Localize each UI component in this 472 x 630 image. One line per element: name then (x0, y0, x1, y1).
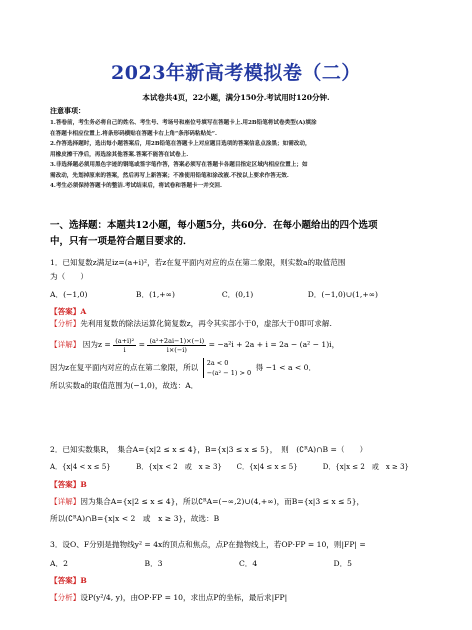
q1-option-c: C．(0,1) (221, 290, 254, 299)
condition-result: 得 −1 < a < 0． (255, 363, 317, 372)
q1-analysis (50, 317, 428, 331)
detail-result: = −a²i + 2a + i = 2a − (a² − 1)i， (208, 340, 340, 349)
detail-tag: 【详解】 (50, 497, 81, 506)
q1-option-b: B．(1,+∞) (135, 290, 175, 299)
inequality-1: 2a < 0 (206, 359, 229, 367)
q2-options (50, 460, 428, 474)
q1-answer: 【答案】A (50, 307, 87, 316)
q1-option-d: D．(−1,0)∪(1,+∞) (307, 290, 378, 299)
note-line: 3.非选择题必须用黑色字迹的钢笔或签字笔作答，答案必须写在答题卡各题目指定区域内相应位置上；如 (50, 162, 308, 168)
fraction-2 (147, 337, 206, 354)
q2-option-d: D．{x|x ≤ 2 或 x ≥ 3} (322, 463, 409, 471)
q1-final: 所以实数a的取值范围为(−1,0)，故选：A． (50, 381, 199, 390)
exam-info: 本试卷共4页，22小题，满分150分.考试用时120分钟. (142, 93, 330, 102)
q3-analysis (50, 592, 428, 603)
note-line: 在答题卡相应位置上.将条形码横贴在答题卡右上角“条形码粘贴处”. (50, 130, 217, 137)
analysis-tag: 【分析】 (50, 319, 81, 328)
q2-detail-2: 所以(∁ᴿA)∩B={x|x < 2 或 x ≥ 3}，故选：B (50, 514, 220, 523)
note-line: 用橡皮擦干净后，再选涂其他答案.答案不能答在试卷上. (50, 151, 189, 158)
detail-tag: 【详解】 (50, 340, 81, 349)
q2-stem: 2．已知实数集R， 集合A={x|2 ≤ x ≤ 4}，B={x|3 ≤ x ≤ 5}， 则 (∁ᴿA)∩B =（ ） (50, 445, 368, 454)
q1-condition (50, 357, 428, 379)
q1-stem: 1．已知复数z满足iz=(a+i)²，若z在复平面内对应的点在第二象限，则实数a的取值范围 (50, 258, 346, 267)
fraction-1 (113, 337, 136, 354)
fraction-2-num: (a²+2ai−1)×(−i) (149, 336, 205, 345)
note-line: 4.考生必须保持答题卡的整洁.考试结束后，将试卷和答题卡一并交回. (50, 183, 222, 189)
q1-option-a: A．(−1,0) (50, 290, 88, 299)
question-3 (50, 538, 428, 603)
analysis-text: 设P(y²/4, y)，由OP·FP = 10，求出点P的坐标，最后求|FP| (80, 593, 288, 602)
q3-option-c: C．4 (239, 559, 258, 568)
inequality-2: −(a² − 1) > 0 (206, 369, 252, 377)
q3-stem: 3．设O、F分别是抛物线y² = 4x的顶点和焦点，点P在抛物线上，若OP·FP = 10，则|FP| = (50, 540, 366, 549)
q2-option-b: B．{x|x < 2 或 x ≥ 3} (136, 463, 222, 471)
q1-detail: 【详解】 因为z = $\frac{\text{(a+i)²}}{i}$ = $\frac{\text{(a²+2ai−1)×(−i)}}{i\times(-i)}$ = −a²i + 2a + i = 2a − (a² − 1)i， (50, 336, 340, 354)
q3-options (50, 557, 428, 571)
note-line: 2.作答选择题时，选出每小题答案后，用2B铅笔在答题卡上对应题目选项的答案信息点涂黑；如需改动， (50, 141, 311, 147)
q1-stem-2: 为（ ） (50, 272, 88, 281)
notes-list (50, 118, 428, 192)
q2-detail (50, 495, 428, 509)
note-line: 1.答卷前，考生务必将自己的姓名、考生号、考场号和座位号填写在答题卡上.用2B铅笔将试卷类型(A)填涂 (50, 120, 317, 126)
fraction-1-num: (a+i)² (115, 336, 135, 345)
q2-option-c: C．{x|4 ≤ x ≤ 5} (236, 463, 298, 471)
note-line: 需改动，先划掉原来的答案，然后再写上新答案；不准使用铅笔和涂改液.不按以上要求作答无效. (50, 172, 289, 179)
q3-answer: 【答案】B (50, 576, 87, 585)
fraction-1-den: i (123, 345, 126, 354)
section-heading (50, 218, 428, 250)
detail-prefix: 因为z = (82, 340, 111, 349)
question-1 (50, 256, 428, 393)
q2-answer: 【答案】B (50, 480, 87, 489)
analysis-text: 先利用复数的除法运算化简复数z，再令其实部小于0，虚部大于0即可求解. (80, 319, 332, 328)
condition-prefix: 因为z在复平面内对应的点在第二象限，所以 (50, 363, 199, 372)
detail-text: 因为集合A={x|2 ≤ x ≤ 4}，所以∁ᴿA=(−∞,2)∪(4,+∞)，而B={x|3 ≤ x ≤ 5}， (80, 497, 365, 506)
q3-option-b: B．3 (144, 559, 163, 568)
q3-option-d: D．5 (333, 559, 353, 568)
q3-option-a: A．2 (50, 559, 68, 568)
analysis-tag: 【分析】 (50, 593, 81, 602)
section-title-line1: 一、选择题：本题共12小题，每小题5分，共60分．在每小题给出的四个选项 (50, 220, 378, 231)
question-2 (50, 443, 428, 526)
fraction-2-den: i×(−i) (166, 345, 187, 354)
page-title: 2023年新高考模拟卷（二） (111, 62, 361, 84)
section-title-line2: 中，只有一项是符合题目要求的． (50, 236, 193, 247)
q2-option-a: A．{x|4 < x ≤ 5} (50, 463, 111, 471)
inequality-system (203, 358, 251, 378)
notes-heading: 注意事项： (50, 106, 85, 115)
q1-options (50, 288, 428, 302)
